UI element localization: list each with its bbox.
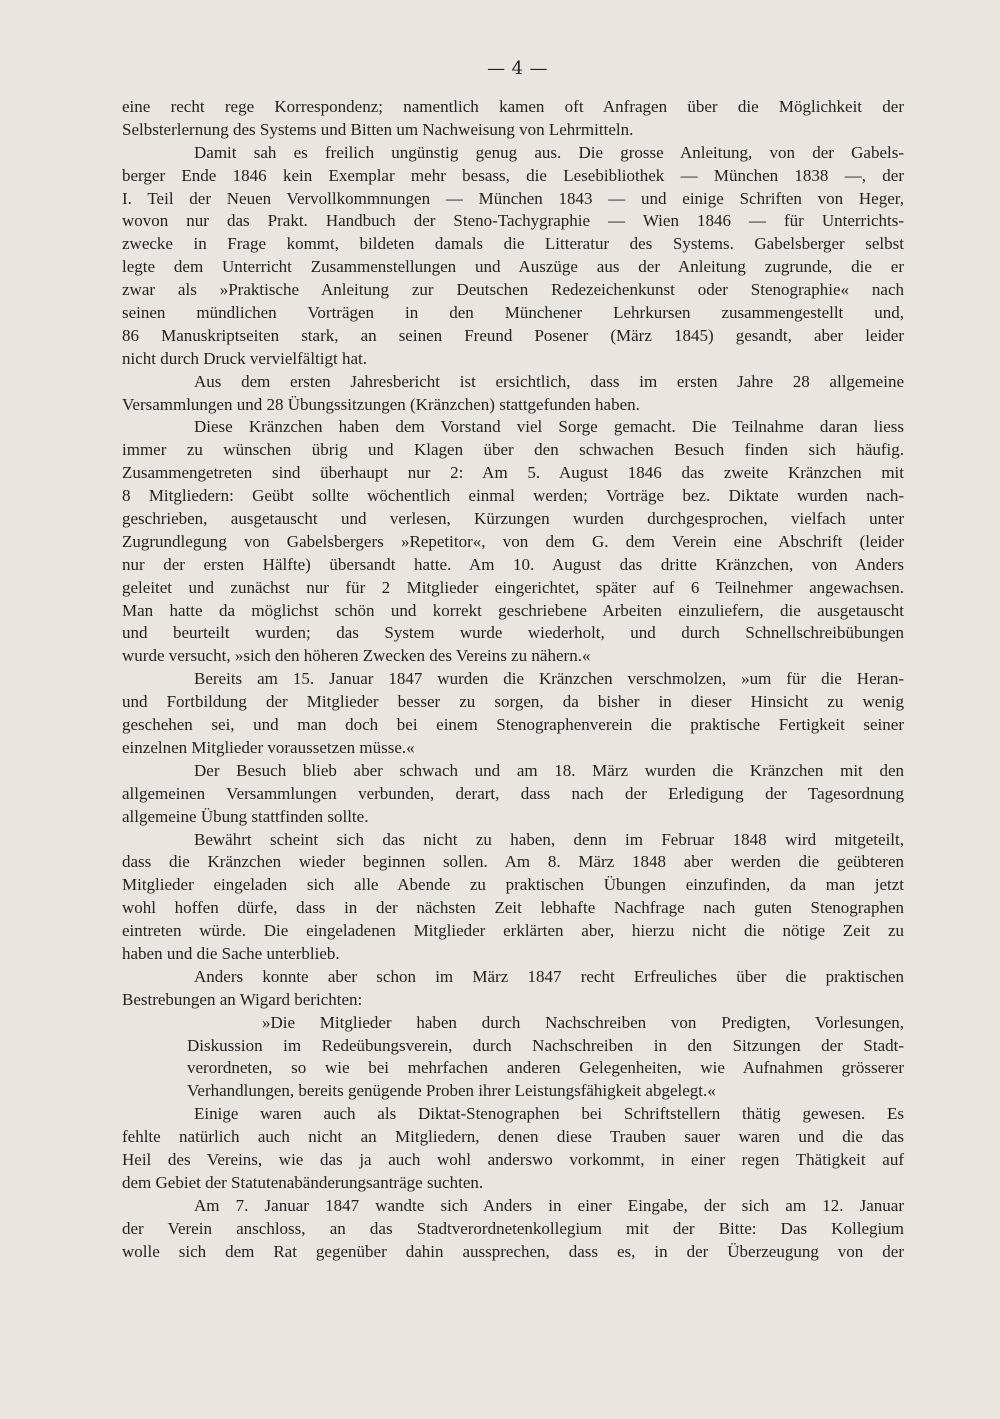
text-line: Bestrebungen an Wigard berichten: (122, 989, 363, 1009)
text-line: geleitet und zunächst nur für 2 Mitglieder eingerichtet, später auf 6 Teilnehmer angewachsen. (122, 577, 904, 597)
text-line: zwar als »Praktische Anleitung zur Deutschen Redezeichenkunst oder Stenographie« nach (122, 280, 904, 300)
text-line: wohl hoffen dürfe, dass in der nächsten Zeit lebhafte Nachfrage nach guten Stenographen (122, 898, 904, 918)
text-line: Einige waren auch als Diktat-Stenographen bei Schriftstellern thätig gewesen. Es (194, 1104, 904, 1124)
text-line: legte dem Unterricht Zusammenstellungen und Auszüge aus der Anleitung zugrunde, die er (122, 257, 904, 277)
page-number: — 4 — (487, 58, 548, 79)
text-line: Bewährt scheint sich das nicht zu haben, denn im Februar 1848 wird mitgeteilt, (194, 829, 904, 849)
text-line: 86 Manuskriptseiten stark, an seinen Freund Posener (März 1845) gesandt, aber leider (122, 325, 904, 345)
text-line: wolle sich dem Rat gegenüber dahin aussprechen, dass es, in der Überzeugung von der (122, 1241, 904, 1261)
text-line: Zugrundlegung von Gabelsbergers »Repetitor«, von dem G. dem Verein eine Abschrift (leider (122, 531, 904, 551)
text-line: 8 Mitgliedern: Geübt sollte wöchentlich einmal werden; Vorträge bez. Diktate wurden nach- (122, 486, 904, 506)
text-line: Der Besuch blieb aber schwach und am 18. März wurden die Kränzchen mit den (194, 760, 904, 780)
text-line: nur der ersten Hälfte) übersandt hatte. Am 10. August das dritte Kränzchen, von Anders (122, 554, 904, 574)
text-line: Bereits am 15. Januar 1847 wurden die Kränzchen verschmolzen, »um für die Heran- (194, 669, 904, 689)
body-text (122, 96, 904, 1263)
text-line: Anders konnte aber schon im März 1847 recht Erfreuliches über die praktischen (194, 966, 904, 986)
text-line: dem Gebiet der Statutenabänderungsanträge suchten. (122, 1172, 484, 1192)
text-line: Verhandlungen, bereits genügende Proben ihrer Leistungsfähigkeit abgelegt.« (187, 1081, 716, 1101)
text-line: Selbsterlernung des Systems und Bitten um Nachweisung von Lehrmitteln. (122, 119, 634, 139)
text-line: Am 7. Januar 1847 wandte sich Anders in einer Eingabe, der sich am 12. Januar (194, 1195, 904, 1215)
text-line: Aus dem ersten Jahresbericht ist ersichtlich, dass im ersten Jahre 28 allgemeine (194, 371, 904, 391)
text-line: verordneten, so wie bei mehrfachen anderen Gelegenheiten, wie Aufnahmen grösserer (187, 1058, 904, 1078)
text-line: Zusammengetreten sind überhaupt nur 2: Am 5. August 1846 das zweite Kränzchen mit (122, 463, 904, 483)
text-line: eintreten würde. Die eingeladenen Mitglieder erklärten aber, hierzu nicht die nötige Zeit zu (122, 921, 904, 941)
text-line: zwecke in Frage kommt, bildeten damals die Litteratur des Systems. Gabelsberger selbst (122, 234, 904, 254)
text-line: I. Teil der Neuen Vervollkommnungen — München 1843 — und einige Schriften von Heger, (122, 188, 904, 208)
text-line: Diese Kränzchen haben dem Vorstand viel Sorge gemacht. Die Teilnahme daran liess (194, 417, 904, 437)
text-line: Diskussion im Redeübungsverein, durch Nachschreiben in den Sitzungen der Stadt- (187, 1035, 904, 1055)
text-line: wurde versucht, »sich den höheren Zwecken des Vereins zu nähern.« (122, 646, 591, 666)
text-line: und Fortbildung der Mitglieder besser zu sorgen, da bisher in dieser Hinsicht zu wenig (122, 692, 904, 712)
text-line: und beurteilt wurden; das System wurde wiederholt, und durch Schnellschreibübungen (122, 623, 904, 643)
text-line: haben und die Sache unterblieb. (122, 943, 340, 963)
text-line: einzelnen Mitglieder voraussetzen müsse.« (122, 737, 415, 757)
text-line: »Die Mitglieder haben durch Nachschreiben von Predigten, Vorlesungen, (262, 1012, 904, 1032)
text-line: Man hatte da möglichst schön und korrekt geschriebene Arbeiten einzuliefern, die ausgetauscht (122, 600, 904, 620)
text-line: der Verein anschloss, an das Stadtverordnetenkollegium mit der Bitte: Das Kollegium (122, 1218, 904, 1238)
text-line: geschrieben, ausgetauscht und verlesen, Kürzungen wurden durchgesprochen, vielfach unter (122, 509, 904, 529)
text-line: wovon nur das Prakt. Handbuch der Steno-Tachygraphie — Wien 1846 — für Unterrichts- (122, 211, 904, 231)
text-line: allgemeine Übung stattfinden sollte. (122, 806, 369, 826)
text-line: Damit sah es freilich ungünstig genug aus. Die grosse Anleitung, von der Gabels- (194, 142, 904, 162)
text-line: berger Ende 1846 kein Exemplar mehr besass, die Lesebibliothek — München 1838 —, der (122, 165, 904, 185)
text-line: Mitglieder eingeladen sich alle Abende zu praktischen Übungen einzufinden, da man jetzt (122, 875, 904, 895)
text-line: immer zu wünschen übrig und Klagen über den schwachen Besuch finden sich häufig. (122, 440, 904, 460)
text-line: geschehen sei, und man doch bei einem Stenographenverein die praktische Fertigkeit seiner (122, 715, 904, 735)
text-line: seinen mündlichen Vorträgen in den Münchener Lehrkursen zusammengestellt und, (122, 303, 904, 323)
text-line: Heil des Vereins, wie das ja auch wohl anderswo vorkommt, in einer regen Thätigkeit auf (122, 1149, 904, 1169)
text-line: Versammlungen und 28 Übungssitzungen (Kränzchen) stattgefunden haben. (122, 394, 640, 414)
text-line: dass die Kränzchen wieder beginnen sollen. Am 8. März 1848 aber werden die geübteren (122, 852, 904, 872)
text-line: fehlte natürlich auch nicht an Mitgliedern, denen diese Trauben sauer waren und die das (122, 1127, 904, 1147)
text-line: nicht durch Druck vervielfältigt hat. (122, 348, 367, 368)
text-line: eine recht rege Korrespondenz; namentlich kamen oft Anfragen über die Möglichkeit der (122, 97, 904, 116)
text-line: allgemeinen Versammlungen verbunden, derart, dass nach der Erledigung der Tagesordnung (122, 783, 904, 803)
